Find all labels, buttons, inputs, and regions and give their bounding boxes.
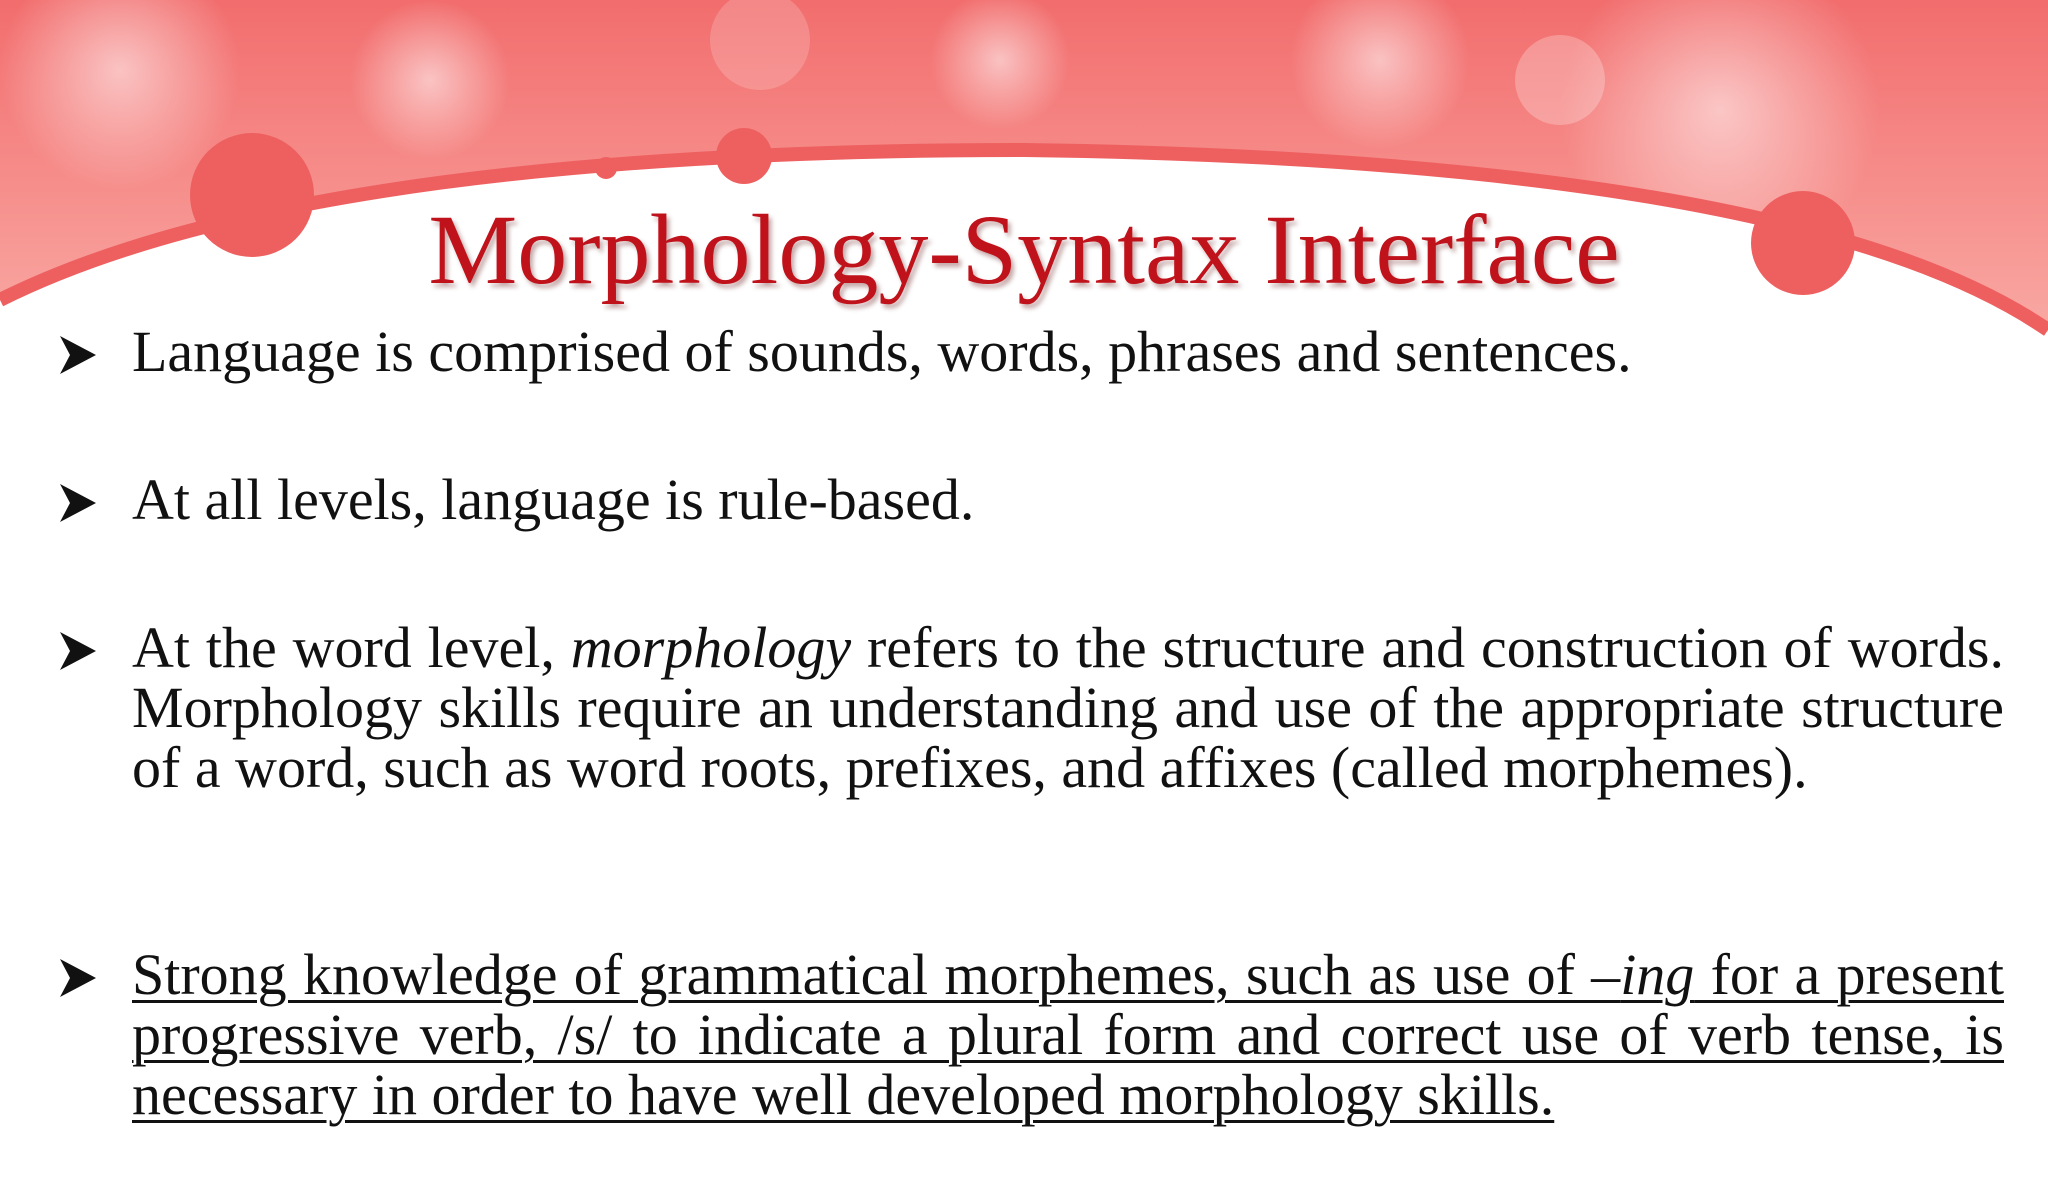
bullet-text: At all levels, language is rule-based. [132,467,975,532]
bullet-text-start: At the word level, [132,615,571,680]
bullet-text-end: refers to the structure and construction of words. Morphology skills require an understanding and use of the appropriate structure of a word, such as word roots, prefixes, and affixes (called morphemes). [132,615,2004,800]
bullet-text-end: for a present progressive verb, /s/ to indicate a plural form and correct use of verb tense, is necessary in order to have well developed morphology skills. [132,942,2004,1127]
emphasis-wrapper [1620,942,1694,1007]
arrowhead-bullet-icon [56,618,100,678]
slide-title: Morphology-Syntax Interface [428,194,1620,305]
bullet-text [132,615,2004,800]
header-banner [0,0,2048,360]
bullet-text-start: Strong knowledge of grammatical morphemes, such as use of – [132,942,1621,1007]
emphasis-term: morphology [570,615,852,680]
bullet-text [132,942,2004,1127]
arrowhead-bullet-icon [56,945,100,1005]
bullet-text: Language is comprised of sounds, words, phrases and sentences. [132,319,1632,384]
arrowhead-bullet-icon [56,322,100,382]
arrowhead-bullet-icon [56,470,100,530]
emphasis-term: ing [1620,942,1695,1007]
